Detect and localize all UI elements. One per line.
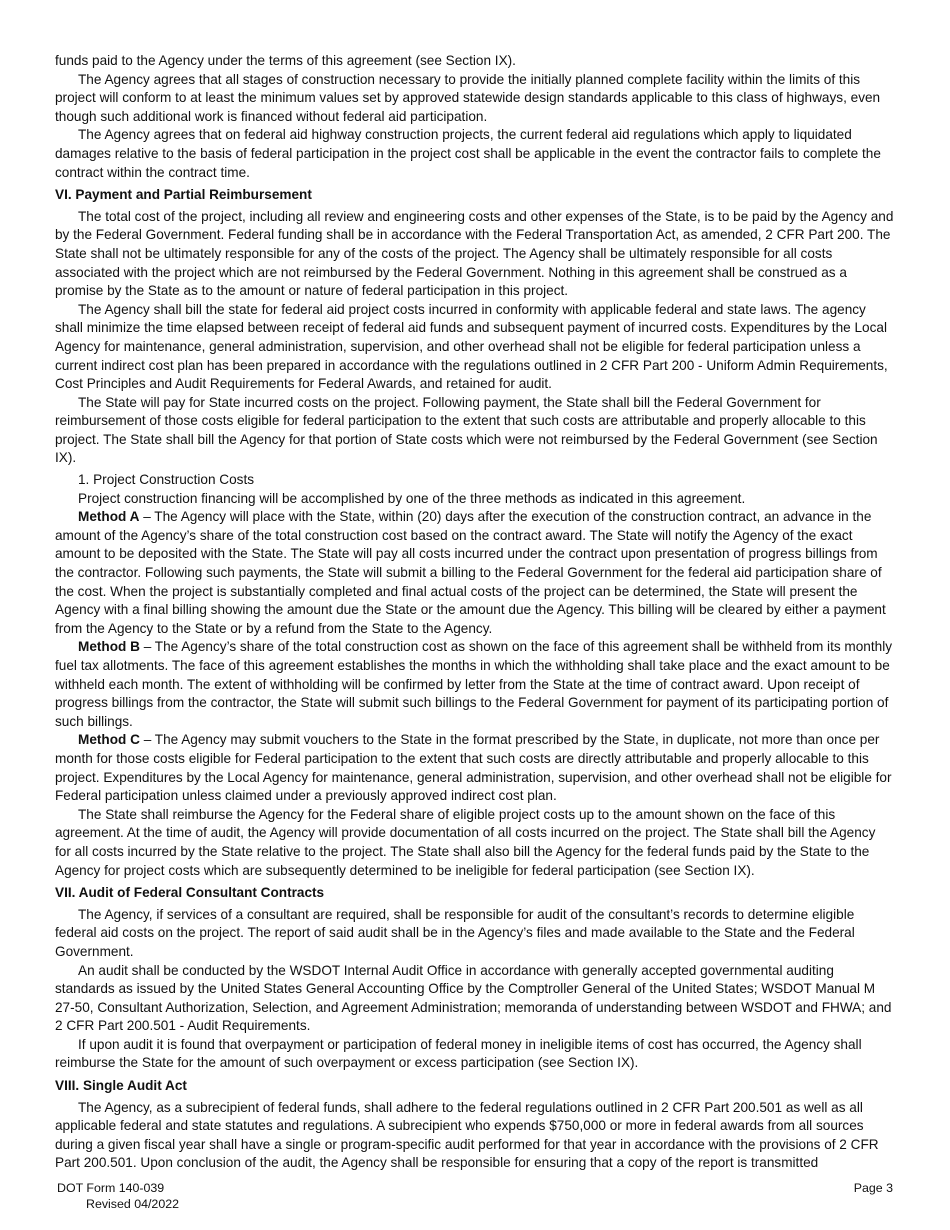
section-vi-heading: VI. Payment and Partial Reimbursement — [55, 187, 312, 203]
section-vii-heading: VII. Audit of Federal Consultant Contracts — [55, 885, 325, 901]
method-a-label: Method A — [78, 509, 140, 525]
paragraph-design-standards: The Agency agrees that all stages of construction necessary to provide the initially planned complete facility within the limits of this project will conform to at least the minimum values set by approved statewide design standards applicable to this class of highways, even though such additional work is financed without federal aid participation. — [55, 71, 881, 124]
method-b-text: – The Agency’s share of the total construction cost as shown on the face of this agreement shall be withheld from its monthly fuel tax allotments. The face of this agreement establishes the months in which the withholding shall take place and the exact amount to be withheld each month. The extent of withholding will be confirmed by letter from the State at the time of contract award. Upon receipt of progress billings from the contractor, the State will submit such billings to the Federal Government for payment of its participating portion of such billings. — [55, 639, 893, 729]
revision-date: Revised 04/2022 — [86, 1196, 179, 1211]
section-viii-heading: VIII. Single Audit Act — [55, 1078, 187, 1094]
section-vii-paragraph-2: An audit shall be conducted by the WSDOT Internal Audit Office in accordance with generally accepted governmental auditing standards as issued by the United States General Accounting Office by the Comptroller General of the United States; WSDOT Manual M 27-50, Consultant Authorization, Selection, and Agreement Administration; memoranda of understanding between WSDOT and FHWA; and 2 CFR Part 200.501 - Audit Requirements. — [55, 962, 892, 1034]
form-number: DOT Form 140-039 — [57, 1181, 165, 1195]
project-construction-costs-heading: 1. Project Construction Costs — [78, 472, 255, 488]
section-vii-paragraph-1: The Agency, if services of a consultant are required, shall be responsible for audit of the consultant’s records to determine eligible federal aid costs on the project. The report of said audit shall be in the Agency’s files and made available to the State and the Federal Government. — [55, 906, 855, 959]
section-vi-paragraph-2: The Agency shall bill the state for federal aid project costs incurred in conformity with applicable federal and state laws. The agency shall minimize the time elapsed between receipt of federal aid funds and subsequent payment of incurred costs. Expenditures by the Local Agency for maintenance, general administration, supervision, and other overhead shall not be eligible for federal participation unless a current indirect cost plan has been prepared in accordance with the regulations outlined in 2 CFR Part 200 - Uniform Admin Requirements, Cost Principles and Audit Requirements for Federal Awards, and retained for audit. — [55, 301, 888, 392]
method-b-label: Method B — [78, 639, 140, 655]
method-a-paragraph — [55, 508, 895, 638]
method-c-text: – The Agency may submit vouchers to the State in the format prescribed by the State, in duplicate, not more than once per month for those costs eligible for Federal participation to the extent that such costs are directly attributable and properly allocable to this project. Expenditures by the Local Agency for maintenance, general administration, supervision, and other overhead shall not be eligible for Federal participation unless claimed under a previously approved indirect cost plan. — [55, 732, 892, 804]
footer-form-info — [57, 1181, 179, 1212]
section-vi-paragraph-3: The State will pay for State incurred costs on the project. Following payment, the State shall bill the Federal Government for reimbursement of those costs eligible for federal participation to the extent that such costs are attributable and properly allocable to this project. The State shall bill the Agency for that portion of State costs which were not reimbursed by the Federal Government (see Section IX). — [55, 394, 878, 466]
method-a-text: – The Agency will place with the State, within (20) days after the execution of the construction contract, an advance in the amount of the Agency’s share of the total construction cost based on the contract award. The State will notify the Agency of the exact amount to be deposited with the State. The State will pay all costs incurred under the contract upon presentation of progress billings from the contractor. Following such payments, the State will submit a billing to the Federal Government for the federal aid participation share of the cost. When the project is substantially completed and final actual costs of the project can be determined, the State will present the Agency with a final billing showing the amount due the State or the amount due the Agency. This billing will be cleared by either a payment from the Agency to the State or by a refund from the State to the Agency. — [55, 509, 886, 636]
section-vi-paragraph-1: The total cost of the project, including all review and engineering costs and other expenses of the State, is to be paid by the Agency and by the Federal Government. Federal funding shall be in accordance with the Federal Transportation Act, as amended, 2 CFR Part 200. The State shall not be ultimately responsible for any of the costs of the project. The Agency shall be ultimately responsible for all costs associated with the project which are not reimbursed by the Federal Government. Nothing in this agreement shall be construed as a promise by the State as to the amount or nature of federal participation in this project. — [55, 208, 894, 299]
method-c-label: Method C — [78, 732, 140, 748]
financing-paragraph: Project construction financing will be accomplished by one of the three methods as indicated in this agreement. — [78, 490, 746, 506]
section-vii-paragraph-3: If upon audit it is found that overpayment or participation of federal money in ineligible items of cost has occurred, the Agency shall reimburse the State for the amount of such overpayment or excess participation (see Section IX). — [55, 1036, 862, 1071]
paragraph-liquidated-damages: The Agency agrees that on federal aid highway construction projects, the current federal aid regulations which apply to liquidated damages relative to the basis of federal participation in the project cost shall be applicable in the event the contractor fails to complete the contract within the contract time. — [55, 127, 881, 180]
paragraph-intro-continuation: funds paid to the Agency under the terms of this agreement (see Section IX). — [55, 53, 516, 68]
document-page — [55, 52, 895, 1173]
section-viii-paragraph-1: The Agency, as a subrecipient of federal funds, shall adhere to the federal regulations outlined in 2 CFR Part 200.501 as well as all applicable federal and state statutes and regulations. A subrecipient who expends $750,000 or more in federal awards from all sources during a given fiscal year shall have a single or program-specific audit performed for that year in accordance with the provisions of 2 CFR Part 200.501. Upon conclusion of the audit, the Agency shall be responsible for ensuring that a copy of the report is transmitted — [55, 1099, 879, 1171]
method-c-paragraph — [55, 731, 895, 805]
page-number: Page 3 — [853, 1181, 893, 1195]
method-b-paragraph — [55, 638, 895, 731]
reimbursement-paragraph: The State shall reimburse the Agency for the Federal share of eligible project costs up to the amount shown on the face of this agreement. At the time of audit, the Agency will provide documentation of all costs incurred on the project. The State shall bill the Agency for all costs incurred by the State relative to the project. The State shall also bill the Agency for the federal funds paid by the State to the Agency for project costs which are subsequently determined to be ineligible for federal participation (see Section IX). — [55, 806, 876, 878]
